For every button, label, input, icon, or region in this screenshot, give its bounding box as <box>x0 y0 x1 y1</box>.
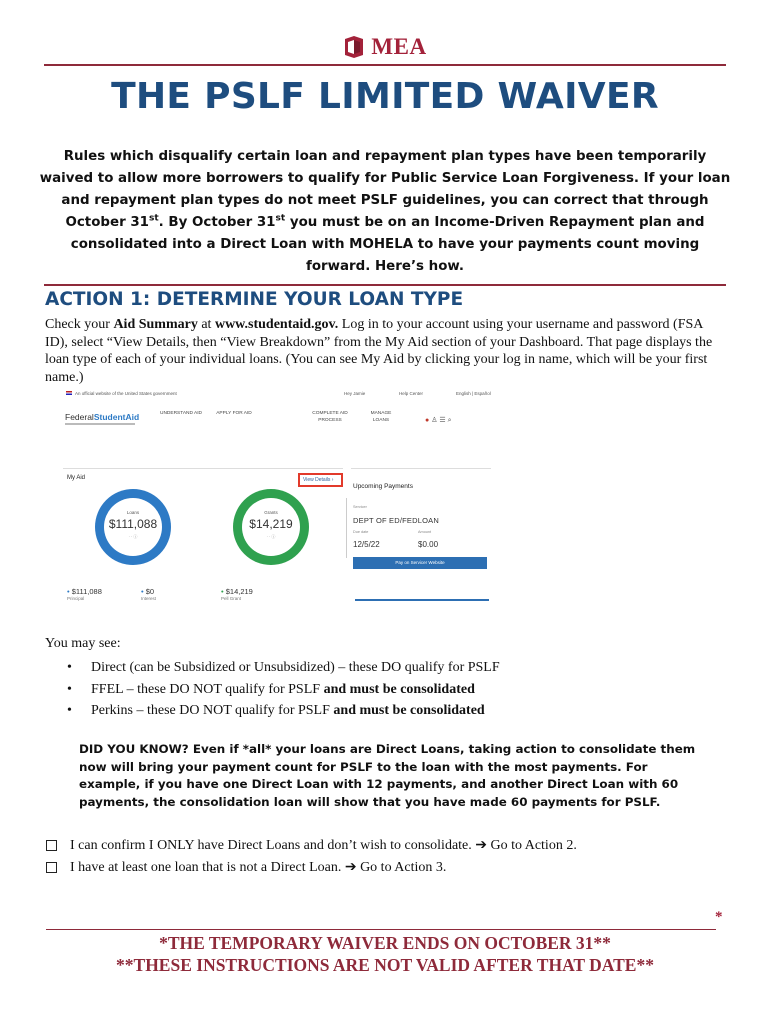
my-aid-card <box>63 468 343 610</box>
nav-icons <box>425 416 452 425</box>
card-divider <box>346 498 347 558</box>
loans-donut: Loans $111,088 · · ⓘ <box>95 489 171 565</box>
view-details-button: View Details › <box>298 473 343 487</box>
legend-principal: • $111,088 Principal <box>67 587 102 601</box>
gov-banner: An official website of the United States government Hey Jamie Help Center English | Español <box>63 388 493 400</box>
fsa-nav <box>63 400 493 440</box>
checklist-item-direct-only[interactable] <box>46 835 577 857</box>
action-divider <box>44 284 726 286</box>
page-title: THE PSLF LIMITED WAIVER <box>111 76 659 117</box>
notification-icon: ● <box>425 417 430 424</box>
us-flag-icon <box>66 391 72 395</box>
menu-icon: ☰ <box>439 417 446 424</box>
action-1-instructions: Check your Aid Summary at www.studentaid.gov. Log in to your account using your username and password (FSA ID), select “View Details, then “View Breakdown” from the My Aid section of your Dashboard. That page displays the loan type of each of your individual loans. (You can see My Aid by clicking your log in name, which will be your first name.) <box>45 317 713 385</box>
did-you-know-callout: DID YOU KNOW? Even if *all* your loans are Direct Loans, taking action to consolidate them now will bring your payment count for PSLF to the loan with the most payments. For example, if you have one Direct Loan with 12 payments, and another Direct Loan with 60 payments, the consolidation loan will show that you have made 60 payments for PSLF. <box>79 742 696 809</box>
studentaid-link[interactable]: www.studentaid.gov. <box>214 317 339 332</box>
upcoming-payments-card: Upcoming Payments Servicer DEPT OF ED/FEDLOAN Due date Amount 12/5/22 $0.00 Pay on Servicer Website <box>351 468 491 610</box>
servicer-name: DEPT OF ED/FEDLOAN <box>353 516 439 525</box>
loans-value: $111,088 <box>108 517 158 531</box>
footer-line-1: *THE TEMPORARY WAIVER ENDS ON OCTOBER 31** <box>159 933 611 953</box>
list-item-ffel: • FFEL – these DO NOT qualify for PSLF and must be consolidated <box>67 679 707 701</box>
mea-logo-text: MEA <box>371 34 427 59</box>
checkbox[interactable] <box>46 840 57 851</box>
payment-amount: $0.00 <box>418 540 439 549</box>
due-date: 12/5/22 <box>353 540 380 549</box>
checklist-label: I can confirm I ONLY have Direct Loans and don’t wish to consolidate. ➔ Go to Action 2. <box>70 838 577 853</box>
language-toggle: English | Español <box>456 391 491 396</box>
legend-interest: • $0 Interest <box>141 587 157 601</box>
loans-label: Loans <box>126 510 140 515</box>
list-item-perkins: • Perkins – these DO NOT qualify for PSLF and must be consolidated <box>67 700 707 722</box>
fsa-logo: FederalStudentAid <box>65 412 140 422</box>
grants-value: $14,219 <box>249 517 293 531</box>
my-aid-title: My Aid <box>67 475 86 481</box>
help-center-link: Help Center <box>399 391 424 396</box>
you-may-see-label: You may see: <box>45 636 121 651</box>
header-divider <box>44 64 726 66</box>
checkbox[interactable] <box>46 862 57 873</box>
card-accent-bar <box>355 599 489 601</box>
footer-line-2: **THESE INSTRUCTIONS ARE NOT VALID AFTER THAT DATE** <box>116 955 654 975</box>
loan-type-list <box>67 657 707 722</box>
nav-understand-aid: UNDERSTAND AID <box>159 411 203 416</box>
mea-logo-icon <box>343 36 365 58</box>
fsa-logo-tagline <box>65 423 135 425</box>
grants-label: Grants <box>264 510 278 515</box>
footer-warning <box>0 932 770 976</box>
action-1-heading: ACTION 1: DETERMINE YOUR LOAN TYPE <box>45 289 464 310</box>
legend-pell-grant: • $14,219 Pell Grant <box>221 587 253 601</box>
nav-apply-for-aid: APPLY FOR AID <box>216 411 252 416</box>
search-icon: ⌕ <box>447 417 452 424</box>
nav-manage-loans: MANAGE LOANS <box>370 411 392 423</box>
pay-on-servicer-button: Pay on Servicer Website <box>353 557 487 569</box>
list-item-direct: • Direct (can be Subsidized or Unsubsidized) – these DO qualify for PSLF <box>67 657 707 679</box>
footer-asterisk: * <box>715 909 723 925</box>
nav-complete-aid-process: COMPLETE AID PROCESS <box>312 411 348 423</box>
account-icon: ♙ <box>431 417 438 424</box>
grants-donut: Grants $14,219 · · ⓘ <box>233 489 309 565</box>
checklist-item-not-direct[interactable] <box>46 857 577 879</box>
mea-logo <box>0 34 770 63</box>
footer-divider <box>46 929 716 930</box>
intro-paragraph: Rules which disqualify certain loan and repayment plan types have been temporarily waived to allow more borrowers to qualify for Public Service Loan Forgiveness. If your loan and repayment plan types do not meet PSLF guidelines, you can correct that through October 31st. By October 31st you must be on an Income-Driven Repayment plan and consolidated into a Direct Loan with MOHELA to have your payments count moving forward. Here’s how. <box>39 149 731 274</box>
dashboard-screenshot <box>63 388 493 610</box>
upcoming-payments-title: Upcoming Payments <box>353 483 413 490</box>
user-name-link: Hey Jamie <box>344 391 366 396</box>
action-checklist <box>46 835 577 878</box>
checklist-label: I have at least one loan that is not a Direct Loan. ➔ Go to Action 3. <box>70 859 447 875</box>
